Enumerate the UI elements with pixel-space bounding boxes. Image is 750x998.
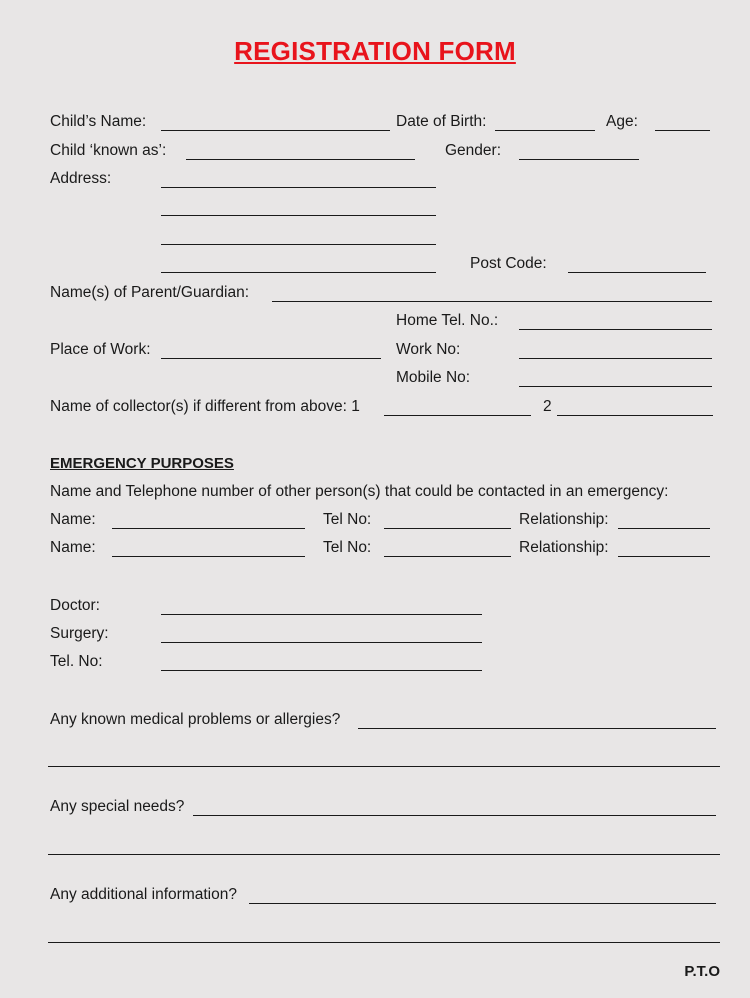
medical-field[interactable] (358, 728, 716, 729)
additional-info-extra-line[interactable] (48, 942, 720, 943)
parent-guardian-field[interactable] (272, 301, 712, 302)
work-no-label: Work No: (396, 341, 461, 358)
emergency-name-1-label: Name: (50, 511, 96, 528)
gender-label: Gender: (445, 142, 502, 159)
doctor-tel-field[interactable] (161, 670, 482, 671)
work-no-field[interactable] (519, 358, 712, 359)
emergency-relationship-1-label: Relationship: (519, 511, 609, 528)
address-line-1-field[interactable] (161, 187, 436, 188)
date-of-birth-field[interactable] (495, 130, 595, 131)
special-needs-extra-line[interactable] (48, 854, 720, 855)
emergency-name-2-field[interactable] (112, 556, 305, 557)
parent-guardian-label: Name(s) of Parent/Guardian: (50, 284, 250, 301)
surgery-field[interactable] (161, 642, 482, 643)
date-of-birth-label: Date of Birth: (396, 113, 487, 130)
pto-note: P.T.O (684, 963, 720, 980)
emergency-intro: Name and Telephone number of other person(s) that could be contacted in an emergency: (50, 483, 669, 500)
additional-info-label: Any additional information? (50, 886, 237, 903)
medical-extra-line[interactable] (48, 766, 720, 767)
emergency-tel-2-label: Tel No: (323, 539, 372, 556)
doctor-field[interactable] (161, 614, 482, 615)
medical-question-label: Any known medical problems or allergies? (50, 711, 341, 728)
additional-info-field[interactable] (249, 903, 716, 904)
child-name-label: Child’s Name: (50, 113, 147, 130)
doctor-label: Doctor: (50, 597, 100, 614)
emergency-relationship-2-label: Relationship: (519, 539, 609, 556)
postcode-field[interactable] (568, 272, 706, 273)
doctor-tel-label: Tel. No: (50, 653, 103, 670)
place-of-work-label: Place of Work: (50, 341, 151, 358)
special-needs-label: Any special needs? (50, 798, 185, 815)
mobile-no-label: Mobile No: (396, 369, 471, 386)
emergency-relationship-2-field[interactable] (618, 556, 710, 557)
surgery-label: Surgery: (50, 625, 109, 642)
collector-2-label: 2 (543, 398, 552, 415)
home-tel-label: Home Tel. No.: (396, 312, 499, 329)
emergency-heading: EMERGENCY PURPOSES (50, 455, 234, 472)
emergency-name-1-field[interactable] (112, 528, 305, 529)
address-line-2-field[interactable] (161, 215, 436, 216)
emergency-relationship-1-field[interactable] (618, 528, 710, 529)
address-label: Address: (50, 170, 112, 187)
place-of-work-field[interactable] (161, 358, 381, 359)
special-needs-field[interactable] (193, 815, 716, 816)
emergency-tel-2-field[interactable] (384, 556, 511, 557)
emergency-name-2-label: Name: (50, 539, 96, 556)
emergency-tel-1-label: Tel No: (323, 511, 372, 528)
address-line-3-field[interactable] (161, 244, 436, 245)
collector-label: Name of collector(s) if different from above: 1 (50, 398, 360, 415)
known-as-field[interactable] (186, 159, 415, 160)
gender-field[interactable] (519, 159, 639, 160)
address-line-4-field[interactable] (161, 272, 436, 273)
known-as-label: Child ‘known as’: (50, 142, 167, 159)
page-title: REGISTRATION FORM (234, 36, 516, 66)
postcode-label: Post Code: (470, 255, 547, 272)
collector-2-field[interactable] (557, 415, 713, 416)
age-field[interactable] (655, 130, 710, 131)
child-name-field[interactable] (161, 130, 390, 131)
emergency-tel-1-field[interactable] (384, 528, 511, 529)
home-tel-field[interactable] (519, 329, 712, 330)
collector-1-field[interactable] (384, 415, 531, 416)
mobile-no-field[interactable] (519, 386, 712, 387)
age-label: Age: (606, 113, 638, 130)
